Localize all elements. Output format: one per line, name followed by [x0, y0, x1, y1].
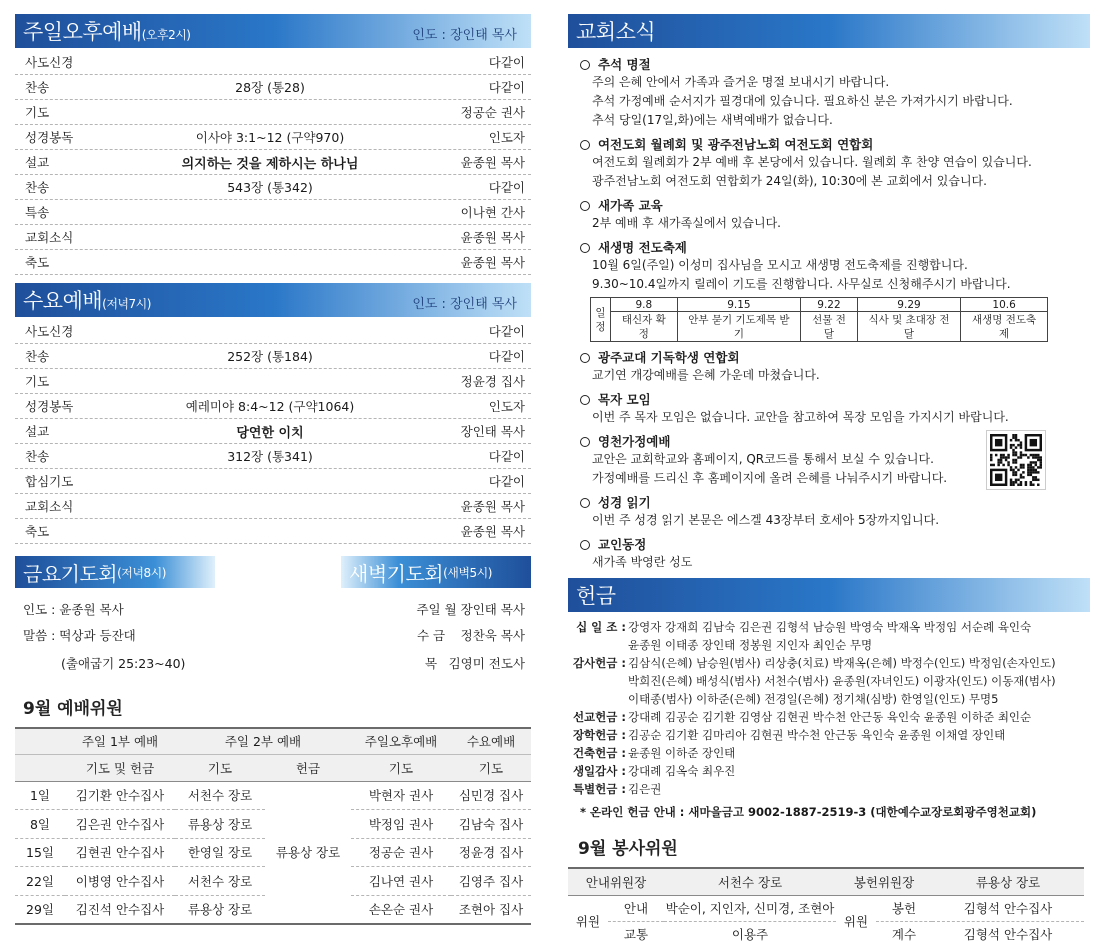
offering-names — [626, 726, 1090, 744]
news-item-heading-text: 성경 읽기 — [598, 495, 651, 510]
wednesday-item-name: 찬송 — [25, 449, 50, 464]
duty-prayer-2: 서천수 장로 — [187, 873, 253, 889]
duty-prayer-pm: 박현자 권사 — [368, 788, 434, 804]
offering-row — [568, 744, 1090, 762]
wednesday-leader: 인도 : 장인태 목사 — [412, 297, 517, 312]
wednesday-row — [15, 494, 531, 519]
sunday-pm-row — [15, 200, 531, 225]
sunday-pm-item-name: 기도 — [25, 105, 50, 120]
service-duty-table — [568, 867, 1084, 941]
sunday-pm-item-name: 특송 — [25, 205, 50, 220]
offering-names — [626, 708, 1090, 726]
news-item-line: 이번 주 성경 읽기 본문은 에스겔 43장부터 호세아 5장까지입니다. — [592, 513, 940, 527]
offering-names — [626, 618, 1090, 654]
news-item-line: 2부 예배 후 새가족실에서 있습니다. — [592, 216, 781, 230]
offering-names-line: 윤종원 이태종 장인태 정봉원 지인자 최인순 무명 — [628, 638, 873, 652]
offering-chief-name: 류용상 장로 — [975, 874, 1041, 890]
circle-bullet-icon — [580, 540, 590, 550]
wednesday-header — [15, 283, 531, 317]
news-item-line: 9.30~10.4일까지 릴레이 기도를 진행합니다. 사무실로 신청해주시기 바랍니다. — [592, 277, 1011, 291]
offering-members: 김형석 안수집사 — [963, 901, 1053, 916]
worship-duty-title: 9월 예배위원 — [23, 699, 123, 719]
sunday-pm-item-person: 윤종원 목사 — [460, 155, 525, 170]
news-list — [568, 55, 1090, 572]
offering-row — [568, 654, 1090, 708]
offering-names-line: 강대례 김옥숙 최우진 — [628, 764, 736, 778]
dawn-line-3-name: 김영미 전도사 — [448, 656, 525, 671]
news-item-line: 새가족 박영란 성도 — [592, 555, 693, 569]
sunday-pm-item-person: 인도자 — [488, 130, 525, 145]
duty-prayer-2: 서천수 장로 — [187, 788, 253, 804]
wednesday-item-detail: 312장 (통341) — [227, 449, 313, 464]
dawn-line-3-day: 목 — [425, 656, 438, 671]
duty-prayer-2: 류용상 장로 — [187, 816, 253, 832]
wednesday-item-name: 찬송 — [25, 349, 50, 364]
news-item-heading-text: 영천가정예배 — [598, 434, 671, 449]
wednesday-item-name: 설교 — [25, 424, 50, 439]
news-item-line: 이번 주 목자 모임은 없습니다. 교안을 참고하여 목장 모임을 가지시기 바랍니다. — [592, 410, 1009, 424]
duty-prayer-offering-1: 김현권 안수집사 — [75, 845, 165, 861]
news-item — [568, 55, 1090, 130]
sunday-pm-item-detail: 28장 (통28) — [235, 80, 305, 95]
offering-names — [626, 654, 1090, 708]
sunday-pm-item-name: 사도신경 — [25, 55, 74, 70]
offering-category: 십 일 조 : — [576, 620, 626, 634]
news-item-heading — [580, 493, 1090, 511]
offering-row — [568, 726, 1090, 744]
sunday-pm-item-name: 축도 — [25, 255, 50, 270]
wednesday-row — [15, 344, 531, 369]
news-item-heading — [580, 238, 1090, 256]
service-duty-row-1 — [568, 895, 1084, 921]
sunday-pm-row — [15, 175, 531, 200]
wednesday-item-detail: 당연한 이치 — [236, 425, 304, 441]
sunday-pm-row — [15, 150, 531, 175]
schedule-label: 일정 — [591, 298, 611, 342]
news-item-heading-text: 새가족 교육 — [598, 198, 663, 213]
news-item — [568, 390, 1090, 427]
schedule-date: 10.6 — [961, 298, 1048, 312]
schedule-date: 9.15 — [677, 298, 801, 312]
wednesday-item-name: 성경봉독 — [25, 399, 74, 414]
sunday-pm-title: 주일오후예배(오후2시) — [23, 20, 191, 44]
duty-head-role-1: 기도 및 헌금 — [85, 760, 155, 776]
duty-date: 15일 — [26, 845, 54, 861]
news-item-heading — [580, 196, 1090, 214]
duty-prayer-wed: 김영주 집사 — [458, 873, 524, 889]
offering-row — [568, 780, 1090, 798]
sunday-pm-item-person: 정공순 권사 — [460, 105, 525, 120]
sunday-pm-item-detail: 543장 (통342) — [227, 180, 313, 195]
dawn-line-1: 주일 월 장인태 목사 — [416, 602, 525, 617]
offering-category: 장학헌금 : — [572, 728, 626, 742]
news-item — [568, 348, 1090, 385]
service-duty-head-row — [568, 868, 1084, 895]
duty-head-service-2: 주일 2부 예배 — [224, 734, 302, 750]
guide-members: 박순이, 지인자, 신미경, 조현아 — [665, 901, 835, 916]
wednesday-item-name: 교회소식 — [25, 499, 74, 514]
news-item-heading — [580, 348, 1090, 366]
duty-prayer-offering-1: 이병영 안수집사 — [75, 873, 165, 889]
sunday-pm-row — [15, 100, 531, 125]
news-item-heading-text: 목자 모임 — [598, 392, 651, 407]
offering-names-line: 이태종(범사) 이하준(은혜) 전경일(은혜) 정기채(심방) 한영일(인도) 무명5 — [628, 692, 999, 706]
offering-names — [626, 762, 1090, 780]
dawn-header: 새벽기도회 (새벽5시) — [341, 556, 531, 588]
sunday-pm-item-detail: 이사야 3:1~12 (구약970) — [195, 130, 345, 145]
sunday-pm-item-name: 성경봉독 — [25, 130, 74, 145]
schedule-date: 9.22 — [801, 298, 858, 312]
offering-names-line: 강영자 강재희 김남숙 김은권 김형석 남승원 박영숙 박재옥 박정임 서순례 육인숙 — [628, 620, 1032, 634]
schedule-date: 9.29 — [857, 298, 960, 312]
wednesday-row — [15, 419, 531, 444]
counting-members: 김형석 안수집사 — [963, 926, 1053, 941]
circle-bullet-icon — [580, 498, 590, 508]
offering-names — [626, 744, 1090, 762]
duty-prayer-2: 류용상 장로 — [187, 902, 253, 917]
schedule-task: 안부 묻기 기도제목 받기 — [677, 312, 801, 342]
duty-date: 29일 — [26, 902, 54, 917]
wednesday-item-name: 기도 — [25, 374, 50, 389]
wednesday-row — [15, 319, 531, 344]
guide-chief-name: 서천수 장로 — [717, 874, 783, 890]
traffic-label: 교통 — [623, 926, 649, 941]
news-item-line: 주의 은혜 안에서 가족과 즐거운 명절 보내시기 바랍니다. — [592, 75, 890, 89]
news-item-heading-text: 여전도회 월례회 및 광주전남노회 여전도회 연합회 — [598, 137, 874, 152]
duty-offering-2: 류용상 장로 — [265, 781, 351, 924]
offering-title: 헌금 — [576, 584, 616, 608]
circle-bullet-icon — [580, 201, 590, 211]
duty-prayer-offering-1: 김은권 안수집사 — [75, 816, 165, 832]
news-item-line: 교안은 교회학교와 홈페이지, QR코드를 통해서 보실 수 있습니다. — [592, 452, 934, 466]
news-item-line: 교기연 개강예배를 은혜 가운데 마쳤습니다. — [592, 368, 820, 382]
offering-row — [568, 708, 1090, 726]
schedule-dates-row — [591, 298, 1048, 312]
circle-bullet-icon — [580, 353, 590, 363]
dawn-line-2-days: 수 금 — [417, 628, 446, 643]
news-item-heading — [580, 535, 1090, 553]
news-item-heading — [580, 390, 1090, 408]
sunday-pm-item-person: 다같이 — [488, 80, 525, 95]
offering-label: 봉헌 — [891, 901, 917, 916]
news-item-heading-text: 광주교대 기독학생 연합회 — [598, 350, 740, 365]
offering-names-line: 박희진(은혜) 배성식(범사) 서천수(범사) 윤종원(자녀인도) 이광자(인도) 이동재(범사) — [628, 674, 1056, 688]
wednesday-item-detail: 예레미야 8:4~12 (구약1064) — [185, 399, 355, 414]
offering-category: 특별헌금 : — [572, 782, 626, 796]
sunday-pm-item-person: 윤종원 목사 — [460, 230, 525, 245]
wednesday-title: 수요예배(저녁7시) — [23, 289, 151, 313]
wednesday-row — [15, 519, 531, 544]
offering-names-line: 강대례 김공순 김기환 김영삼 김현권 박수천 안근동 육인숙 윤종원 이하준 최인순 — [628, 710, 1032, 724]
news-item-heading — [580, 135, 1090, 153]
wednesday-row — [15, 369, 531, 394]
offering-category: 감사헌금 : — [572, 656, 626, 670]
circle-bullet-icon — [580, 437, 590, 447]
duty-prayer-wed: 김남숙 집사 — [458, 816, 524, 832]
offering-category: 생일감사 : — [572, 764, 626, 778]
wednesday-item-person: 윤종원 목사 — [460, 499, 525, 514]
schedule-task: 선물 전달 — [801, 312, 858, 342]
schedule-date: 9.8 — [611, 298, 678, 312]
sunday-pm-row — [15, 250, 531, 275]
sunday-pm-item-name: 설교 — [25, 155, 50, 170]
news-header — [568, 14, 1090, 48]
sunday-pm-item-person: 윤종원 목사 — [460, 255, 525, 270]
duty-date: 1일 — [29, 788, 51, 804]
duty-prayer-pm: 손온순 권사 — [368, 902, 434, 917]
duty-head-role-2: 기도 — [207, 760, 233, 776]
news-item-heading-text: 새생명 전도축제 — [598, 240, 687, 255]
wednesday-row — [15, 394, 531, 419]
news-item-line: 광주전남노회 여전도회 연합회가 24일(화), 10:30에 본 교회에서 있습니다. — [592, 174, 987, 188]
duty-header-row-2 — [15, 754, 531, 781]
sunday-pm-row — [15, 75, 531, 100]
dawn-line-2-name: 정찬욱 목사 — [460, 628, 525, 643]
news-item — [568, 238, 1090, 342]
online-offering-notice: * 온라인 헌금 안내 : 새마을금고 9002-1887-2519-3 (대한예수교장로회광주영천교회) — [580, 805, 1037, 819]
sunday-pm-order — [15, 50, 531, 275]
duty-head-service-pm: 주일오후예배 — [364, 734, 438, 750]
news-item-line: 추석 당일(17일,화)에는 새벽예배가 없습니다. — [592, 113, 833, 127]
right-column — [568, 14, 1090, 941]
offering-category: 건축헌금 : — [572, 746, 626, 760]
offering-row — [568, 762, 1090, 780]
duty-head-role-5: 기도 — [478, 760, 504, 776]
duty-prayer-wed: 조현아 집사 — [458, 902, 524, 917]
wednesday-item-person: 다같이 — [488, 474, 525, 489]
wednesday-item-detail: 252장 (통184) — [227, 349, 313, 364]
news-item — [568, 432, 1090, 488]
offering-list — [568, 618, 1090, 798]
committee-label-1: 위원 — [568, 895, 608, 941]
sunday-pm-item-detail: 의지하는 것을 제하시는 하나님 — [181, 156, 359, 172]
circle-bullet-icon — [580, 60, 590, 70]
duty-head-service-wed: 수요예배 — [466, 734, 516, 750]
service-duty-title: 9월 봉사위원 — [578, 839, 678, 859]
duty-prayer-offering-1: 김진석 안수집사 — [75, 902, 165, 917]
sunday-pm-row — [15, 225, 531, 250]
wednesday-row — [15, 444, 531, 469]
duty-prayer-pm: 정공순 권사 — [368, 845, 434, 861]
news-item — [568, 493, 1090, 530]
news-item-heading-text: 교인동정 — [598, 537, 647, 552]
circle-bullet-icon — [580, 140, 590, 150]
wednesday-item-name: 축도 — [25, 524, 50, 539]
schedule-table — [590, 297, 1048, 342]
wednesday-item-person: 윤종원 목사 — [460, 524, 525, 539]
duty-date: 8일 — [29, 816, 51, 832]
duty-row — [15, 781, 531, 810]
news-item-line: 10월 6일(주일) 이성미 집사님을 모시고 새생명 전도축제를 진행합니다. — [592, 258, 968, 272]
circle-bullet-icon — [580, 243, 590, 253]
prayer-meetings — [15, 556, 531, 674]
offering-names-line: 김삼식(은혜) 남승원(범사) 리상충(치료) 박재옥(은혜) 박정수(인도) 박정임(손자인도) — [628, 656, 1056, 670]
sunday-pm-leader: 인도 : 장인태 목사 — [412, 28, 517, 43]
counting-label: 계수 — [891, 926, 917, 941]
wednesday-row — [15, 469, 531, 494]
sunday-pm-row — [15, 125, 531, 150]
duty-header-row-1 — [15, 728, 531, 754]
duty-head-service-1: 주일 1부 예배 — [81, 734, 159, 750]
offering-names-line: 김공순 김기환 김마리아 김현권 박수천 안근동 육인숙 윤종원 이채열 장인태 — [628, 728, 1006, 742]
guide-chief-label: 안내위원장 — [585, 874, 647, 890]
news-item-line: 가정예배를 드리신 후 홈페이지에 올려 은혜를 나눠주시기 바랍니다. — [592, 471, 948, 485]
news-item — [568, 196, 1090, 233]
schedule-task: 식사 및 초대장 전달 — [857, 312, 960, 342]
friday-scripture: (출애굽기 25:23~40) — [61, 656, 186, 671]
sunday-pm-item-person: 다같이 — [488, 55, 525, 70]
worship-duty-table — [15, 727, 531, 925]
news-item-heading-text: 추석 명절 — [598, 57, 651, 72]
sunday-pm-row — [15, 50, 531, 75]
schedule-tasks-row — [591, 312, 1048, 342]
friday-leader: 인도 : 윤종원 목사 — [23, 602, 124, 617]
duty-prayer-2: 한영일 장로 — [187, 845, 253, 861]
offering-chief-label: 봉헌위원장 — [853, 874, 915, 890]
duty-prayer-wed: 심민경 집사 — [458, 788, 524, 804]
news-item — [568, 135, 1090, 191]
schedule-task: 태신자 확정 — [611, 312, 678, 342]
news-item-line: 여전도회 월례회가 2부 예배 후 본당에서 있습니다. 월례회 후 찬양 연습이 있습니다. — [592, 155, 1032, 169]
offering-header — [568, 578, 1090, 612]
circle-bullet-icon — [580, 395, 590, 405]
news-item — [568, 535, 1090, 572]
guide-label: 안내 — [623, 901, 649, 916]
friday-word: 말씀 : 떡상과 등잔대 — [23, 628, 136, 643]
sunday-pm-item-name: 교회소식 — [25, 230, 74, 245]
wednesday-item-name: 사도신경 — [25, 324, 74, 339]
left-column — [15, 14, 531, 925]
duty-prayer-pm: 김나연 권사 — [368, 873, 434, 889]
news-item-heading — [580, 55, 1090, 73]
offering-row — [568, 618, 1090, 654]
duty-head-role-3: 헌금 — [295, 760, 321, 776]
offering-category: 선교헌금 : — [572, 710, 626, 724]
wednesday-item-person: 다같이 — [488, 349, 525, 364]
news-item-line: 추석 가정예배 순서지가 필경대에 있습니다. 필요하신 분은 가져가시기 바랍니다. — [592, 94, 1013, 108]
offering-names — [626, 780, 1090, 798]
service-duty-row-2 — [568, 921, 1084, 941]
wednesday-item-person: 인도자 — [488, 399, 525, 414]
offering-names-line: 윤종원 이하준 장인태 — [628, 746, 736, 760]
sunday-pm-item-name: 찬송 — [25, 80, 50, 95]
duty-prayer-offering-1: 김기환 안수집사 — [75, 788, 165, 804]
committee-label-2: 위원 — [836, 895, 876, 941]
wednesday-item-person: 다같이 — [488, 449, 525, 464]
qr-code-icon[interactable] — [986, 430, 1046, 490]
sunday-pm-item-name: 찬송 — [25, 180, 50, 195]
duty-date: 22일 — [26, 873, 54, 889]
wednesday-order — [15, 319, 531, 544]
traffic-members: 이용주 — [731, 926, 769, 941]
wednesday-item-person: 정윤경 집사 — [460, 374, 525, 389]
news-title: 교회소식 — [576, 20, 656, 44]
sunday-pm-item-person: 다같이 — [488, 180, 525, 195]
offering-names-line: 김은권 — [628, 782, 662, 796]
wednesday-item-name: 합심기도 — [25, 474, 74, 489]
schedule-task: 새생명 전도축제 — [961, 312, 1048, 342]
wednesday-item-person: 다같이 — [488, 324, 525, 339]
duty-prayer-pm: 박정임 권사 — [368, 816, 434, 832]
sunday-pm-item-person: 이나현 간사 — [460, 205, 525, 220]
sunday-pm-header — [15, 14, 531, 48]
friday-header: 금요기도회 (저녁8시) — [15, 556, 215, 588]
duty-prayer-wed: 정윤경 집사 — [458, 845, 524, 861]
wednesday-item-person: 장인태 목사 — [460, 424, 525, 439]
duty-head-role-4: 기도 — [388, 760, 414, 776]
